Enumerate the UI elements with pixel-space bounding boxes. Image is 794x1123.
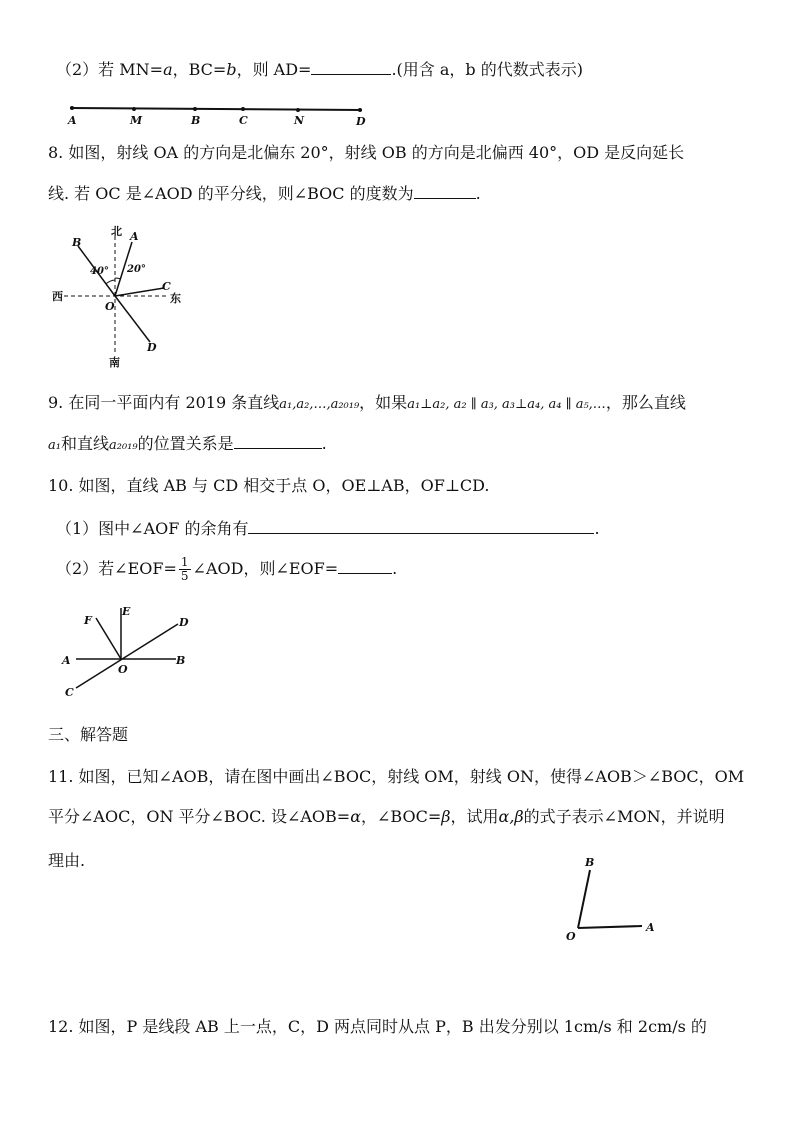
q9-end: . [321,434,327,453]
q10-part2-prefix: （2）若∠EOF= [56,559,177,578]
q8-south-label: 南 [109,356,120,369]
q11-beta: β [441,807,451,826]
q11-line1: 11. 如图，已知∠AOB，请在图中画出∠BOC，射线 OM，射线 ON，使得∠AOB＞∠BOC，OM [48,767,745,786]
q9-line1-prefix: 9. 在同一平面内有 2019 条直线 [48,393,280,412]
q8-north-label: 北 [111,225,122,238]
section3-title: 三、解答题 [48,725,129,744]
q12-line1: 12. 如图，P 是线段 AB 上一点，C，D 两点同时从点 P，B 出发分别以 1cm/s 和 2cm/s 的 [48,1017,707,1036]
q7-label-a: A [68,114,77,127]
q7-var-a: a [163,60,173,79]
q8-line2-suffix: . [475,184,481,203]
q9-line1-mid: ，如果 [359,393,408,412]
q7-label-m: M [130,114,143,127]
q7-part2-prefix: （2）若 MN= [56,60,164,79]
q10-fraction-denominator: 5 [180,569,189,583]
q7-label-n: N [294,114,305,127]
q10-label-f: F [84,614,92,627]
q7-part2-line [56,58,583,81]
q7-label-b: B [191,114,201,127]
q9-relation: a₁⊥a₂, a₂ ∥ a₃, a₃⊥a₄, a₄ ∥ a₅,… [407,397,606,412]
q10-part1 [56,517,600,540]
q8-angle-20-label: 20° [127,264,146,275]
q8-answer-blank[interactable] [414,182,476,199]
q11-line2-prefix: 平分∠AOC，ON 平分∠BOC. 设∠AOB= [48,807,351,826]
q10-part1-blank[interactable] [248,517,594,534]
q10-part2-suffix: . [392,559,398,578]
q11-alpha: α [350,807,362,826]
q9-line1 [48,392,686,416]
q8-west-label: 西 [52,290,63,303]
q10-part2 [56,556,397,583]
q10-fraction [179,556,191,583]
q11-line2-suffix: 的式子表示∠MON，并说明 [523,807,725,826]
q7-label-c: C [239,114,248,127]
q11-label-o: O [566,930,576,943]
q8-label-o: O [105,300,115,313]
q10-part1-prefix: （1）图中∠AOF 的余角有 [56,519,249,538]
q10-label-a: A [62,654,71,667]
q7-answer-blank[interactable] [311,58,391,75]
q8-label-a: A [130,230,139,243]
q9-sequence: a₁,a₂,…,a₂₀₁₉ [279,397,360,412]
q9-answer-blank[interactable] [234,432,322,449]
q8-label-c: C [162,280,171,293]
q9-a1: a₁ [48,438,61,453]
q9-line2-mid: 和直线 [60,434,109,453]
q10-label-d: D [179,616,189,629]
q8-line2 [48,182,481,205]
q11-label-a: A [646,921,655,934]
q8-east-label: 东 [170,292,181,305]
q9-a2019: a₂₀₁₉ [108,438,138,453]
q9-line1-suffix: ，那么直线 [605,393,686,412]
q10-label-c: C [65,686,74,699]
q11-line2 [48,806,725,828]
q11-line3: 理由. [48,851,86,870]
q8-line2-prefix: 线. 若 OC 是∠AOD 的平分线，则∠BOC 的度数为 [48,184,414,203]
q10-lines-figure [58,604,198,704]
q11-line2-mid2: ，试用 [450,807,499,826]
q10-line1: 10. 如图，直线 AB 与 CD 相交于点 O，OE⊥AB，OF⊥CD. [48,476,490,495]
q7-label-d: D [356,115,366,128]
q10-part2-mid: ∠AOD，则∠EOF= [192,559,339,578]
q7-var-b: b [226,60,237,79]
q7-segment-figure [60,100,380,130]
q8-label-b: B [72,236,82,249]
q10-label-b: B [176,654,186,667]
q8-label-d: D [147,341,157,354]
q7-mid2: ，则 AD= [236,60,312,79]
q10-label-o: O [118,663,128,676]
q7-mid1: ，BC= [172,60,227,79]
q10-part1-suffix: . [594,519,600,538]
q11-label-b: B [585,856,595,869]
q8-angle-40-label: 40° [90,266,109,277]
q8-compass-figure [50,222,200,372]
q10-fraction-numerator: 1 [180,555,189,569]
q9-line2 [48,432,327,457]
q11-line2-mid: ，∠BOC= [361,807,442,826]
q10-label-e: E [122,605,131,618]
q10-part2-blank[interactable] [338,557,392,574]
q7-suffix: .(用含 a，b 的代数式表示) [391,60,583,79]
q8-line1: 8. 如图，射线 OA 的方向是北偏东 20°，射线 OB 的方向是北偏西 40°，OD 是反向延长 [48,143,685,162]
q11-alpha-beta: α,β [498,807,524,826]
q11-angle-figure [560,852,670,952]
q9-line2-suffix: 的位置关系是 [137,434,234,453]
